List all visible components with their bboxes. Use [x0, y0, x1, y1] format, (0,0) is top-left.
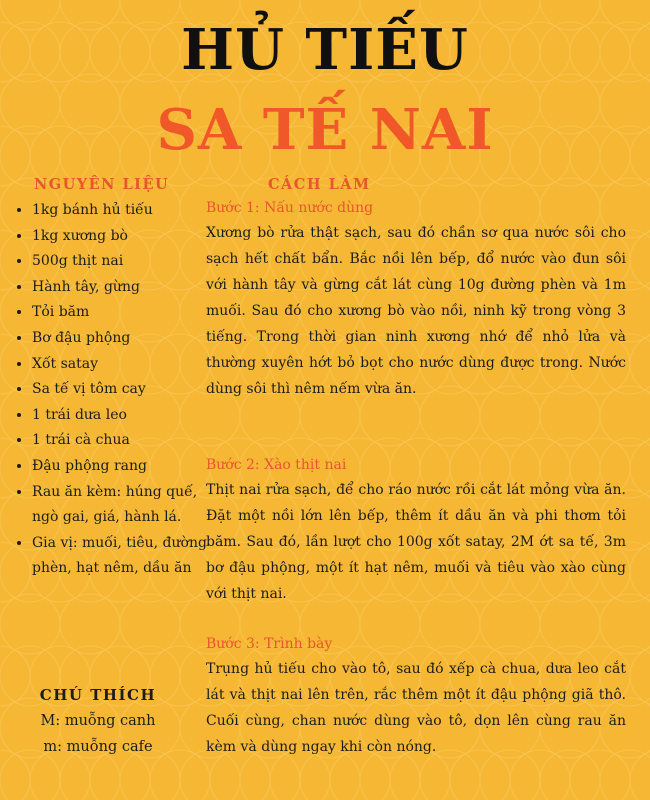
- ingredient-item: • 1 trái dưa leo: [32, 403, 207, 429]
- ingredient-item: • Đậu phộng rang: [32, 454, 207, 480]
- step-title: Bước 2: Xào thịt nai: [206, 457, 347, 473]
- ingredient-item: • Hành tây, gừng: [32, 275, 207, 301]
- notes-heading: CHÚ THÍCH: [39, 686, 157, 704]
- ingredients-list: [16, 198, 207, 582]
- title-line-1: HỦ TIẾU: [181, 17, 469, 83]
- step-text: Thịt nai rửa sạch, để cho ráo nước rồi cắt lát mỏng vừa ăn. Đặt một nồi lớn lên bếp, thêm ít dầu ăn và phi thơm tỏi băm. Sau đó, lần lượt cho 100g xốt satay, 2M ớt sa tế, 3m bơ đậu phộng, một ít hạt nêm, muối và tiêu vào xào cùng với thịt nai.: [206, 482, 626, 602]
- step-2: [206, 455, 626, 607]
- ingredient-item: • Sa tế vị tôm cay: [32, 377, 207, 403]
- ingredient-item: • Rau ăn kèm: húng quế, ngò gai, giá, hành lá.: [32, 480, 207, 531]
- ingredient-item: • Tỏi băm: [32, 300, 207, 326]
- ingredient-item: • Gia vị: muối, tiêu, đường phèn, hạt nêm, dầu ăn: [32, 531, 207, 582]
- note-item: m: muỗng cafe: [43, 739, 153, 755]
- step-1: [206, 198, 626, 402]
- ingredient-item: • 1kg xương bò: [32, 224, 207, 250]
- step-title: Bước 1: Nấu nước dùng: [206, 200, 374, 216]
- ingredients-heading: NGUYÊN LIỆU: [34, 176, 170, 193]
- method-heading: CÁCH LÀM: [268, 176, 371, 193]
- note-item: M: muỗng canh: [40, 713, 156, 729]
- step-3: [206, 634, 626, 760]
- step-title: Bước 3: Trình bày: [206, 636, 333, 652]
- ingredient-item: • 500g thịt nai: [32, 249, 207, 275]
- step-text: Xương bò rửa thật sạch, sau đó chần sơ qua nước sôi cho sạch hết chất bẩn. Bắc nồi lên bếp, đổ nước vào đun sôi với hành tây và gừng cắt lát cùng 10g đường phèn và 1m muối. Sau đó cho xương bò vào nồi, ninh kỹ trong vòng 3 tiếng. Trong thời gian ninh xương nhớ để nhỏ lửa và thường xuyên hớt bỏ bọt cho nước dùng được trong. Nước dùng sôi thì nêm nếm vừa ăn.: [206, 225, 626, 397]
- ingredient-item: • Xốt satay: [32, 352, 207, 378]
- ingredient-item: • 1 trái cà chua: [32, 428, 207, 454]
- title-line-2: SA TẾ NAI: [156, 97, 494, 163]
- ingredient-item: • Bơ đậu phộng: [32, 326, 207, 352]
- step-text: Trụng hủ tiếu cho vào tô, sau đó xếp cà chua, dưa leo cắt lát và thịt nai lên trên, rắc thêm một ít đậu phộng giã thô. Cuối cùng, chan nước dùng vào tô, dọn lên cùng rau ăn kèm và dùng ngay khi còn nóng.: [206, 661, 626, 755]
- ingredient-item: • 1kg bánh hủ tiếu: [32, 198, 207, 224]
